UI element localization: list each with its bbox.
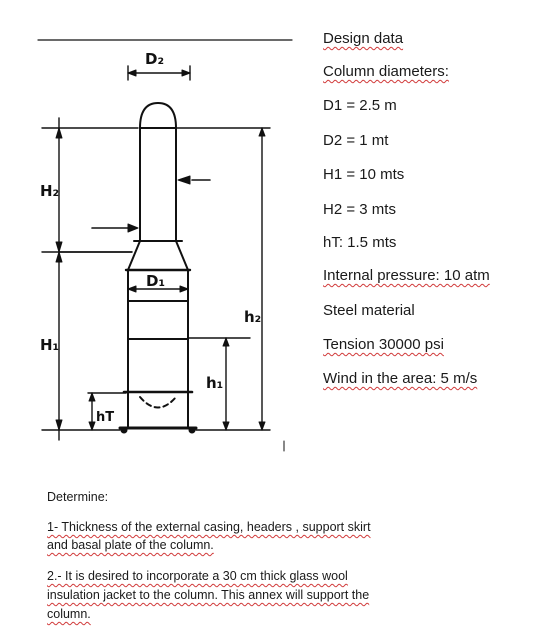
d1-value: D1 = 2.5 m (323, 97, 397, 114)
internal-pressure: Internal pressure: 10 atm (323, 267, 490, 284)
tasks-heading: Determine: (47, 490, 109, 504)
upper-head (140, 103, 176, 128)
label-d1: D₁ (146, 272, 166, 290)
label-h2-small: h₂ (244, 308, 262, 326)
label-h2-big: H₂ (40, 182, 60, 200)
steel-material: Steel material (323, 302, 415, 319)
h2-value: H2 = 3 mts (323, 201, 396, 218)
task-2-line-2: insulation jacket to the column. This annex will support the (47, 588, 370, 602)
task-1-line-1: 1- Thickness of the external casing, headers , support skirt (47, 520, 371, 534)
column-diagram (0, 0, 300, 470)
tension-value: Tension 30000 psi (323, 336, 444, 353)
label-h1-small: h₁ (206, 374, 224, 392)
wind-value: Wind in the area: 5 m/s (323, 370, 478, 387)
bottom-head (140, 397, 176, 408)
label-h1-big: H₁ (40, 336, 60, 354)
d2-value: D2 = 1 mt (323, 132, 389, 149)
h1-value: H1 = 10 mts (323, 166, 405, 183)
design-heading: Design data (323, 30, 404, 47)
label-ht: hT (96, 410, 115, 425)
label-d2: D₂ (145, 50, 165, 68)
column-diameters-label: Column diameters: (323, 63, 449, 80)
ht-value: hT: 1.5 mts (323, 234, 397, 251)
task-1-line-2: and basal plate of the column. (47, 538, 214, 552)
task-2-line-3: column. (47, 607, 91, 621)
task-2-line-1: 2.- It is desired to incorporate a 30 cm thick glass wool (47, 569, 348, 583)
